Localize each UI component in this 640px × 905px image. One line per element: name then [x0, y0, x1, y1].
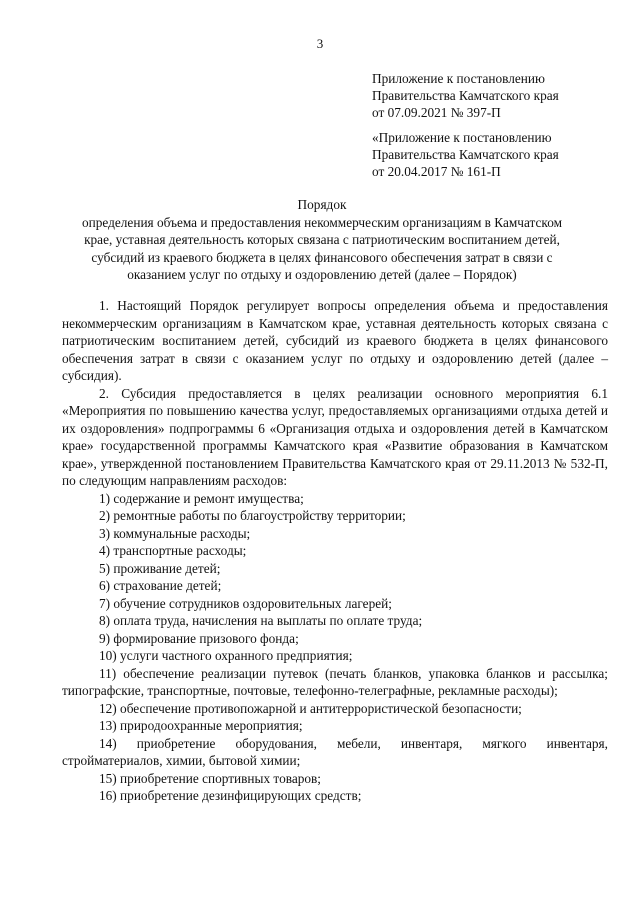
appendix-current-line-1: Приложение к постановлению [372, 71, 545, 86]
list-item: 6) страхование детей; [99, 578, 222, 593]
list-item: 15) приобретение спортивных товаров; [99, 770, 321, 786]
list-item: 3) коммунальные расходы; [99, 525, 251, 541]
appendix-original-line-1: «Приложение к постановлению [372, 130, 552, 145]
paragraph-2: 2. Субсидия предоставляется в целях реализации основного мероприятия 6.1 «Мероприятия по повышению качества услуг, предоставляемых организациями отдыха детей и их оздоровления» подпрограммы 6 «Организация отдыха и оздоровления детей в Камчатском крае» государственной программы Камчатского края «Развитие образования в Камчатском крае», утвержденной постановлением Правительства Камчатского края от 29.11.2013 № 532-П, по следующим направлениям расходов: [62, 385, 608, 488]
list-item: 7) обучение сотрудников оздоровительных лагерей; [99, 595, 392, 611]
list-item: 9) формирование призового фонда; [99, 630, 299, 646]
title-line-4: оказанием услуг по отдыху и оздоровлению детей (далее – Порядок) [127, 267, 517, 283]
appendix-current-decree [372, 70, 622, 121]
title-line-2: крае, уставная деятельность которых связана с патриотическим воспитанием детей, [84, 232, 560, 248]
title-line-3: субсидий из краевого бюджета в целях финансового обеспечения затрат в связи с [91, 249, 553, 265]
title-heading: Порядок [297, 197, 347, 212]
list-item: 2) ремонтные работы по благоустройству территории; [99, 508, 406, 523]
list-item: 1) содержание и ремонт имущества; [99, 490, 304, 506]
list-item: 16) приобретение дезинфицирующих средств; [99, 788, 362, 803]
list-item: 11) обеспечение реализации путевок (печать бланков, упаковка бланков и рассылка; типографские, транспортные, почтовые, телефонно-телеграфные, рекламные расходы); [62, 665, 608, 698]
list-item: 13) природоохранные мероприятия; [99, 718, 303, 733]
page-number: 3 [316, 36, 324, 51]
appendix-original-decree [372, 129, 622, 180]
appendix-current-line-3: от 07.09.2021 № 397-П [372, 105, 501, 120]
list-item: 14) приобретение оборудования, мебели, инвентаря, мягкого инвентаря, стройматериалов, химии, бытовой химии; [62, 735, 608, 768]
paragraph-1: 1. Настоящий Порядок регулирует вопросы определения объема и предоставления некоммерческим организациям в Камчатском крае, уставная деятельность которых связана с патриотическим воспитанием детей, субсидий из краевого бюджета в целях финансового обеспечения затрат в связи с оказанием услуг по отдыху и оздоровлению детей (далее – субсидия). [62, 298, 608, 383]
appendix-original-line-3: от 20.04.2017 № 161-П [372, 164, 501, 179]
title-line-1: определения объема и предоставления некоммерческим организациям в Камчатском [81, 214, 563, 230]
list-item: 10) услуги частного охранного предприятия; [99, 648, 353, 663]
expense-list [62, 490, 608, 805]
appendix-current-line-2: Правительства Камчатского края [372, 88, 559, 103]
list-item: 8) оплата труда, начисления на выплаты по оплате труда; [99, 613, 423, 628]
list-item: 5) проживание детей; [99, 560, 221, 576]
list-item: 4) транспортные расходы; [99, 543, 247, 558]
document-body [62, 297, 608, 805]
list-item: 12) обеспечение противопожарной и антитеррористической безопасности; [99, 700, 522, 716]
document-title [60, 196, 584, 284]
appendix-original-line-2: Правительства Камчатского края [372, 147, 559, 162]
